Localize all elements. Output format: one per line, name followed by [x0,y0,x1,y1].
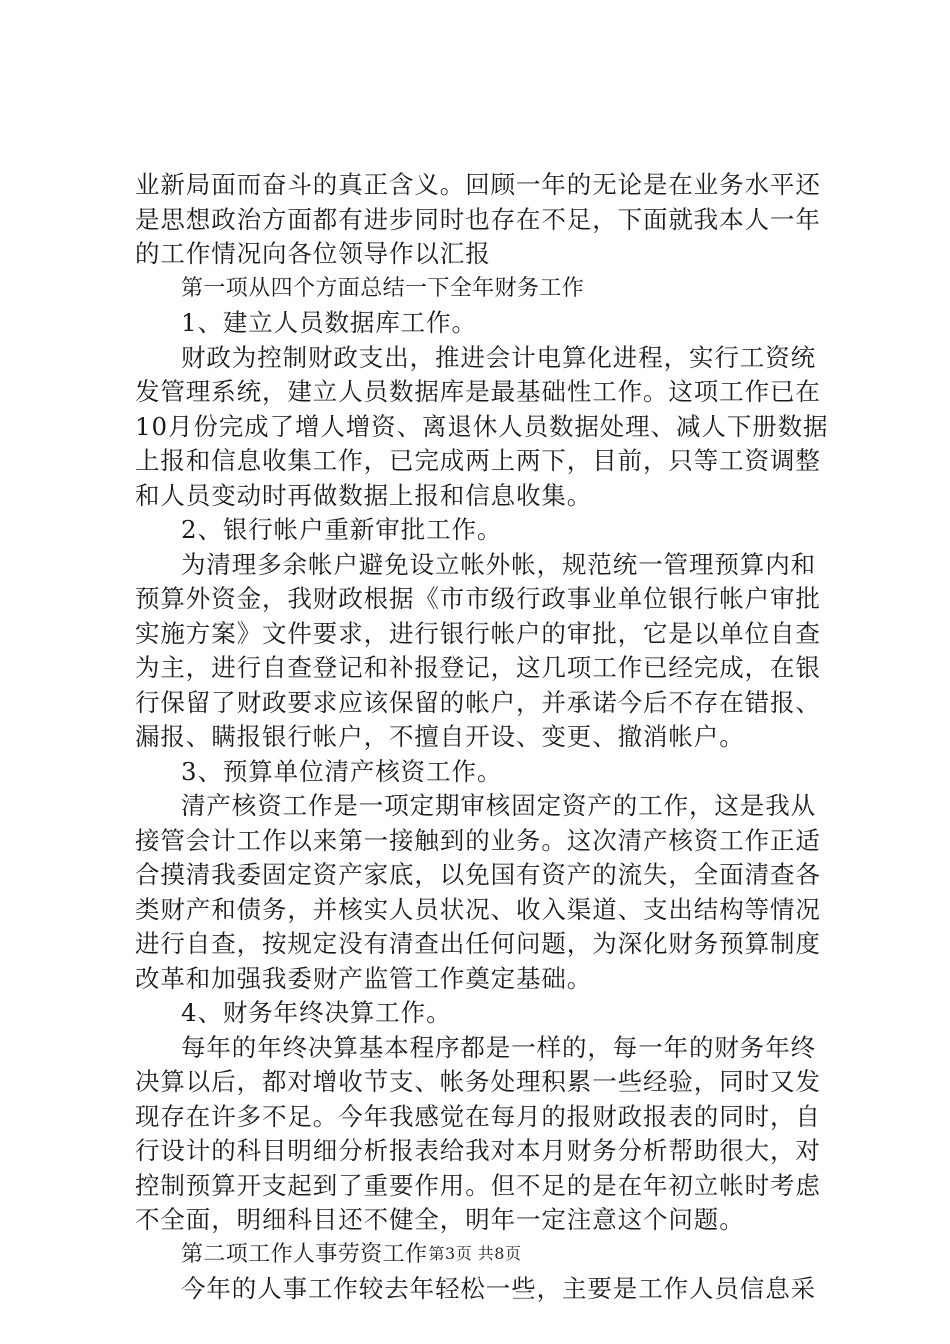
text-line: 行设计的科目明细分析报表给我对本月财务分析帮助很大，对 [135,1136,821,1165]
text-line: 进行自查，按规定没有清查出任何问题，为深化财务预算制度 [135,929,821,958]
text-line: 今年的人事工作较去年轻松一些，主要是工作人员信息采 [181,1274,816,1303]
text-line: 清产核资工作是一项定期审核固定资产的工作，这是我从 [181,791,816,820]
text-line: 4、财务年终决算工作。 [181,998,452,1027]
text-line: 决算以后，都对增收节支、帐务处理积累一些经验，同时又发 [135,1067,821,1096]
text-line: 接管会计工作以来第一接触到的业务。这次清产核资工作正适 [135,825,821,855]
text-line: 2、银行帐户重新审批工作。 [181,515,503,544]
text-line: 1、建立人员数据库工作。 [181,308,477,337]
text-line: 财政为控制财政支出，推进会计电算化进程，实行工资统 [181,342,816,372]
text-line: 和人员变动时再做数据上报和信息收集。 [135,480,593,510]
text-line: 3、预算单位清产核资工作。 [181,756,503,786]
text-line: 每年的年终决算基本程序都是一样的，每一年的财务年终 [181,1032,816,1062]
section-heading: 第一项从四个方面总结一下全年财务工作 [181,275,585,301]
text-line: 上报和信息收集工作，已完成两上两下，目前，只等工资调整 [135,446,821,475]
text-line: 10月份完成了增人增资、离退休人员数据处理、减人下册数据 [135,411,829,441]
text-line: 预算外资金，我财政根据《市市级行政事业单位银行帐户审批 [135,584,821,613]
text-line: 行保留了财政要求应该保留的帐户，并承诺今后不存在错报、 [135,687,821,717]
text-line: 合摸清我委固定资产家底，以免国有资产的流失，全面清查各 [135,860,821,889]
text-line: 控制预算开支起到了重要作用。但不足的是在年初立帐时考虑 [135,1170,821,1200]
text-line: 现存在许多不足。今年我感觉在每月的报财政报表的同时，自 [135,1101,821,1131]
text-line: 实施方案》文件要求，进行银行帐户的审批，它是以单位自查 [135,618,821,648]
text-line: 业新局面而奋斗的真正含义。回顾一年的无论是在业务水平还 [135,170,821,199]
page-footer: 第3页 共8页 [428,1244,522,1263]
text-line: 是思想政治方面都有进步同时也存在不足，下面就我本人一年 [135,204,821,234]
text-line: 的工作情况向各位领导作以汇报 [135,239,491,268]
text-line: 漏报、瞒报银行帐户，不擅自开设、变更、撤消帐户。 [135,722,745,751]
text-line: 为主，进行自查登记和补报登记，这几项工作已经完成，在银 [135,653,821,682]
section-heading: 第二项工作人事劳资工作 [181,1241,428,1267]
document-body [135,168,827,1307]
text-line: 发管理系统，建立人员数据库是最基础性工作。这项工作已在 [135,377,821,406]
text-line: 为清理多余帐户避免设立帐外帐，规范统一管理预算内和 [181,549,816,579]
text-line: 不全面，明细科目还不健全，明年一定注意这个问题。 [135,1205,745,1234]
text-line: 类财产和债务，并核实人员状况、收入渠道、支出结构等情况 [135,894,821,924]
text-line: 改革和加强我委财产监管工作奠定基础。 [135,963,593,993]
